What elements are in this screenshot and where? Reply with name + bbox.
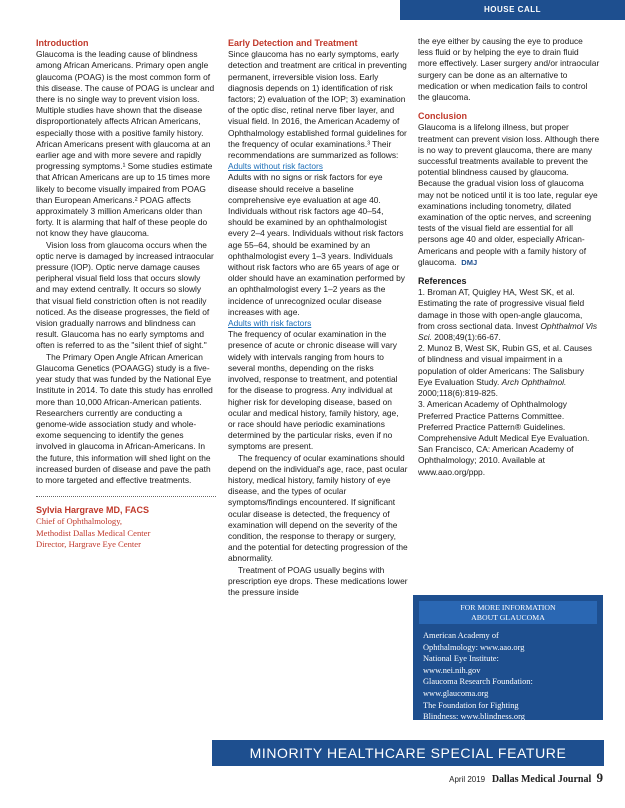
reference-2-details: 2000;118(6):819-825. <box>418 388 498 399</box>
reference-1-journal: Ophthalmol Vis Sci. <box>418 320 598 343</box>
intro-paragraph-2: Vision loss from glaucoma occurs when the optic nerve is damaged by increased intraocular pressure (IOP). Optic nerve damage causes peripheral visual field loss that occurs slowly and may extend centrally. It occurs so slowly that visual field constriction often is not readily noticed. As the disease progresses, the field of vision gradually narrows and blindness can result. Glaucoma has no early symptoms and often is referred to as the "silent thief of sight." <box>36 239 214 351</box>
info-box-body <box>413 624 603 729</box>
with-risk-paragraph-2: The frequency of ocular examinations should depend on the individual's age, race, past ocular history, medical history, family history of eye disease, and the types of ocular symptoms/findings encountered. If significant ocular disease is detected, the frequency of examination will depend on the severity of the condition, the response to therapy or surgery, and the potential for detecting progression of the abnormality. <box>228 452 408 564</box>
intro-paragraph-1: Glaucoma is the leading cause of blindness among African Americans. Primary open angle glaucoma (POAG) is the most common form of this disease. The cause of POAG is unclear and there is no single way to prevent vision loss. Multiple studies have shown that the disease disproportionately affects African Americans, especially those with a positive family history. African Americans present with glaucoma at an earlier age and with more severe and rapidly progressing symptoms.¹ Some studies estimate that African Americans are up to 15 times more likely to become visually impaired from POAG than European Americans.² POAG affects approximately 3 million Americans older than forty. It is alarming that half of these people do not know they have glaucoma. <box>36 49 215 239</box>
section-tag: HOUSE CALL <box>400 0 625 20</box>
conclusion-text: Glaucoma is a lifelong illness, but proper treatment can prevent vision loss. Although there is no way to prevent glaucoma, there are many successful treatments available to prevent the potential blindness caused by glaucoma. Because the gradual vision loss of glaucoma may not be noticed until it is too late, regular eye examinations including tonometry, dilated examination of the optic nerves, and screening tests of the visual field are essential for all persons age 40 and older, especially African-Americans and people with a family history of glaucoma. <box>418 122 600 267</box>
info-line-8: Blindness: www.blindness.org <box>423 712 525 722</box>
issue-date: April 2019 <box>449 775 486 784</box>
info-line-5: Glaucoma Research Foundation: <box>423 677 533 687</box>
reference-3: 3. American Academy of Ophthalmology Preferred Practice Patterns Committee. Preferred Practice Pattern® Guidelines. Comprehensive Adult Medical Eye Evaluation. San Francisco, CA: American Academy of Ophthalmology; 2010. Available at www.aao.org/ppp. <box>418 399 590 477</box>
author-signature <box>36 496 216 551</box>
reference-1-details: 2008;49(1):66-67. <box>431 332 501 343</box>
info-box <box>413 595 603 720</box>
references-heading: References <box>418 276 467 287</box>
reference-2 <box>418 343 600 399</box>
column-1 <box>36 38 216 551</box>
conclusion-paragraph <box>418 122 600 268</box>
reference-1-text: 1. Broman AT, Quigley HA, West SK, et al. Estimating the rate of progressive visual field damage in those with open-angle glaucoma, from cross sectional data. Invest <box>418 287 585 331</box>
info-box-title <box>419 601 597 624</box>
info-box-title-line-1: FOR MORE INFORMATION <box>460 603 556 612</box>
reference-2-text: 2. Munoz B, West SK, Rubin GS, et al. Causes of blindness and visual impairment in a population of older Americans: The Salisbury Eye Evaluation Study. <box>418 343 592 387</box>
treatment-continued: the eye either by causing the eye to produce less fluid or by helping the eye to drain fluid more effectively. Laser surgery and/or intraocular surgery can be done as an alternative to medication or when medication fails to control the glaucoma. <box>418 36 600 103</box>
treatment-paragraph: Treatment of POAG usually begins with prescription eye drops. These medications lower the pressure inside <box>228 564 408 597</box>
info-line-2: Ophthalmology: www.aao.org <box>423 642 525 652</box>
page-footer <box>449 770 603 786</box>
column-2 <box>228 38 408 598</box>
intro-heading: Introduction <box>36 38 89 48</box>
detection-paragraph: Since glaucoma has no early symptoms, early detection and treatment are critical in preventing permanent, irreversible vision loss. Early diagnosis depends on 1) identification of risk factors; 2) evaluation of the IOP; 3) examination of the optic disc, retinal nerve fiber layer, and visual field. In 2016, the American Academy of Ophthalmology established formal guidelines for the frequency of ocular examinations.³ Their recommendations are summarized as follows: <box>228 49 407 161</box>
intro-paragraph-3: The Primary Open Angle African American Glaucoma Genetics (POAAGG) study is a five-year study that was funded by the National Eye Institute in 2014. To date this study has enrolled more than 10,000 African-American patients. Researchers currently are conducting a genome-wide association study and whole-exome sequencing to identify the genes involved in glaucoma in African-Americans. In the future, this information will shed light on the increased burden of disease and pave the path to more targeted and effective treatments. <box>36 351 213 485</box>
conclusion-heading: Conclusion <box>418 111 467 122</box>
info-line-7: The Foundation for Fighting <box>423 700 519 710</box>
info-line-6: www.glaucoma.org <box>423 688 489 698</box>
no-risk-paragraph: Adults with no signs or risk factors for eye disease should receive a baseline comprehensive eye evaluation at age 40. Individuals without risk factors age 40–54, should be examined by an ophthalmologist every 2–4 years. Individuals without risk factors age 55–64, should be examined by an ophthalmologist every 1–3 years. Individuals without risk factors who are 65 years of age or older should have an examination performed by an ophthalmologist every 1–2 years as the incidence of unrecognized ocular disease increases with age. <box>228 172 405 317</box>
info-line-1: American Academy of <box>423 631 499 640</box>
author-title-1: Chief of Ophthalmology, <box>36 516 123 527</box>
subheading-no-risk: Adults without risk factors <box>228 161 323 172</box>
reference-1 <box>418 287 600 343</box>
info-box-title-line-2: ABOUT GLAUCOMA <box>471 612 545 622</box>
author-title-2: Methodist Dallas Medical Center <box>36 527 151 538</box>
dmj-end-mark: DMJ <box>461 257 478 267</box>
magazine-name: Dallas Medical Journal <box>491 774 592 785</box>
subheading-with-risk: Adults with risk factors <box>228 318 312 329</box>
author-title-3: Director, Hargrave Eye Center <box>36 539 141 550</box>
with-risk-paragraph-1: The frequency of ocular examination in the presence of acute or chronic disease will vary widely with intervals ranging from hours to several months, depending on the risks involved, response to treatment, and potential for the disease to progress. Any individual at higher risk for developing disease, based on ocular and medical history, family history, age, or race should have periodic examinations determined by the particular risks, even if no symptoms are present. <box>228 329 399 452</box>
author-name: Sylvia Hargrave MD, FACS <box>36 505 150 516</box>
feature-banner: MINORITY HEALTHCARE SPECIAL FEATURE <box>212 740 604 766</box>
page-number: 9 <box>596 770 603 785</box>
info-line-4: www.nei.nih.gov <box>423 665 481 675</box>
column-3 <box>418 36 600 478</box>
info-line-3: National Eye Institute: <box>423 654 499 664</box>
detection-heading: Early Detection and Treatment <box>228 38 358 48</box>
reference-2-journal: Arch Ophthalmol. <box>501 376 567 387</box>
